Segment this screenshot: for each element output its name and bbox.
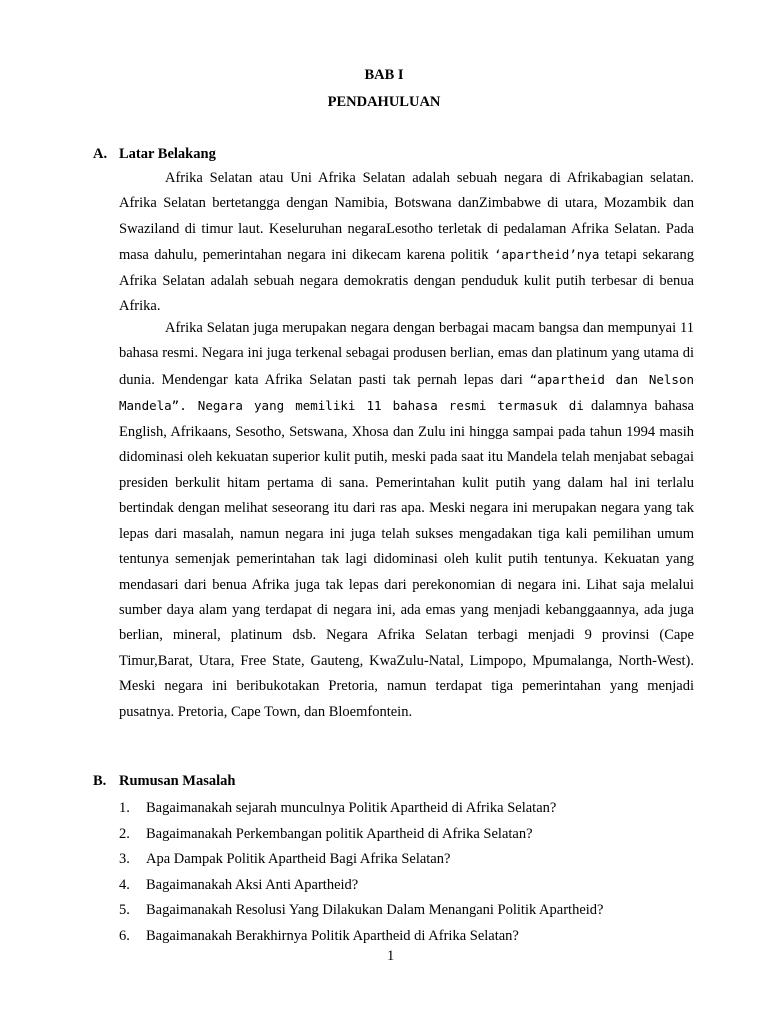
list-item-number: 1.	[119, 800, 130, 816]
p1-text-1: Afrika Selatan atau Uni Afrika Selatan adalah sebuah negara di Afrikabagian selatan. Afrika Selatan bertetangga dengan Namibia, Botswana danZimbabwe di utara, Mozambik dan Swaziland di timur laut. Keseluruhan negaraLesotho terletak di pedalaman Afrika Selatan. Pada masa dahulu, pemerintahan negara ini dikecam karena politik	[119, 170, 694, 264]
chapter-heading: BAB I	[364, 67, 404, 83]
p2-mandela-quote: “apartheid dan Nelson Mandela”. Negara yang memiliki 11 bahasa resmi termasuk di	[119, 371, 694, 414]
list-item-number: 2.	[119, 825, 130, 842]
section-a-heading	[93, 146, 216, 163]
list-item	[119, 873, 603, 899]
list-item-number: 3.	[119, 851, 130, 868]
p1-text-2: tetapi sekarang Afrika Selatan adalah sebuah negara demokratis dengan penduduk kulit putih terbesar di benua Afrika.	[119, 247, 694, 315]
list-item-text: Apa Dampak Politik Apartheid Bagi Afrika Selatan?	[146, 851, 451, 868]
list-item	[119, 796, 603, 822]
list-item	[119, 822, 603, 848]
list-item-number: 4.	[119, 876, 130, 893]
background-paragraph-2	[119, 316, 694, 725]
p2-text-2: dalamnya bahasa English, Afrikaans, Sesotho, Setswana, Xhosa dan Zulu ini hingga sampai pada tahun 1994 masih didominasi oleh kekuatan superior kulit putih, meski pada saat itu Mandela telah menjabat sebagai presiden berkulit hitam pertama di sana. Pemerintahan kulit putih yang dalam hal ini terlalu bertindak dengan melihat seseorang itu dari ras apa. Meski negara ini merupakan negara yang tak lepas dari masalah, namun negara ini juga telah sukses mengadakan tiga kali pemilihan umum tentunya semenjak pemerintahan tak lagi didominasi oleh kulit putih tentunya. Kekuatan yang mendasari dari benua Afrika juga tak lepas dari perekonomian di negara ini. Lihat saja melalui sumber daya alam yang terdapat di negara ini, ada emas yang menjadi kebanggaannya, ada juga berlian, mineral, platinum dsb. Negara Afrika Selatan terbagi menjadi 9 provinsi (Cape Timur,Barat, Utara, Free State, Gauteng, KwaZulu-Natal, Limpopo, Mpumalanga, North-West). Meski negara ini beribukotakan Pretoria, namun terdapat tiga pemerintahan yang menjadi pusatnya. Pretoria, Cape Town, dan Bloemfontein.	[119, 398, 694, 720]
section-a-title: Latar Belakang	[119, 146, 216, 162]
list-item-number: 5.	[119, 902, 130, 919]
list-item-text: Bagaimanakah Resolusi Yang Dilakukan Dalam Menangani Politik Apartheid?	[146, 902, 604, 919]
background-paragraph-1	[119, 166, 694, 320]
list-item-number: 6.	[119, 927, 130, 944]
list-item-text: Bagaimanakah sejarah munculnya Politik Apartheid di Afrika Selatan?	[146, 800, 557, 816]
section-a-letter: A.	[93, 146, 108, 162]
section-b-title: Rumusan Masalah	[119, 773, 236, 789]
section-b-heading	[93, 773, 235, 790]
list-item-text: Bagaimanakah Perkembangan politik Apartheid di Afrika Selatan?	[146, 825, 533, 842]
p2-text-1: Afrika Selatan juga merupakan negara dengan berbagai macam bangsa dan mempunyai 11 bahasa resmi. Negara ini juga terkenal sebagai produsen berlian, emas dan platinum yang utama di dunia. Mendengar kata Afrika Selatan pasti tak pernah lepas dari	[119, 320, 694, 388]
chapter-title: PENDAHULUAN	[327, 94, 441, 110]
list-item	[119, 847, 603, 873]
p1-apartheid-term: ‘apartheid’nya	[493, 247, 600, 263]
page-number: 1	[387, 948, 395, 964]
list-item-text: Bagaimanakah Aksi Anti Apartheid?	[146, 876, 359, 893]
section-b-letter: B.	[93, 773, 107, 789]
list-item	[119, 924, 603, 950]
list-item-text: Bagaimanakah Berakhirnya Politik Apartheid di Afrika Selatan?	[146, 927, 519, 944]
list-item	[119, 898, 603, 924]
research-questions-list	[119, 796, 603, 950]
